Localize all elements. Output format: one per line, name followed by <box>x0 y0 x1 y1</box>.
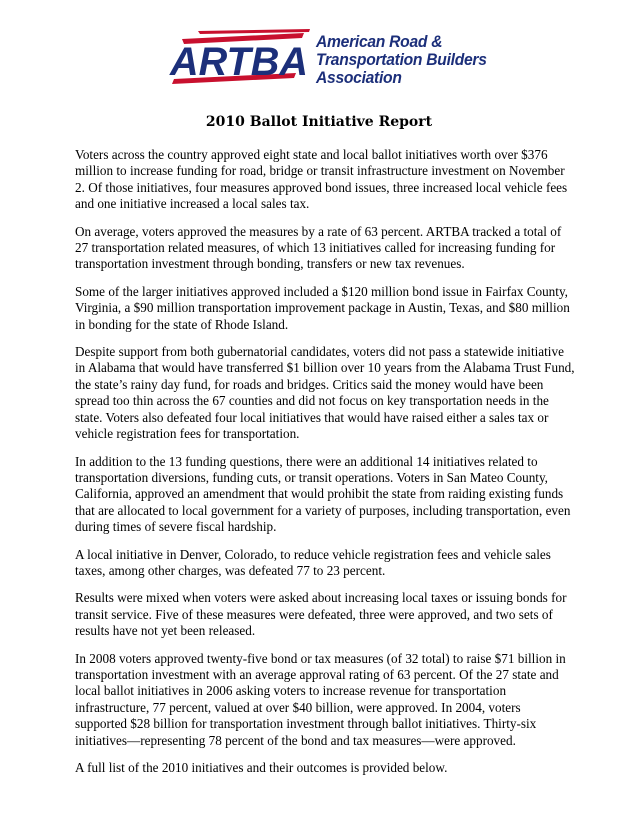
paragraph-larger-initiatives: Some of the larger initiatives approved included a $120 million bond issue in Fairfax County, Virginia, a $90 million transportation improvement package in Austin, Texas, and $80 million in bonding for the state of Rhode Island. <box>75 283 570 332</box>
paragraph-additional-initiatives: In addition to the 13 funding questions, there were an additional 14 initiatives related to transportation diversions, funding cuts, or transit operations. Voters in San Mateo County, California, approved an amendment that would prohibit the state from raiding existing funds that are allocated to local government for a variety of purposes, including transportation, even during times of severe fiscal hardship. <box>75 453 571 535</box>
paragraph-full-list: A full list of the 2010 initiatives and their outcomes is provided below. <box>75 760 448 775</box>
paragraph-approved-initiatives: Voters across the country approved eight state and local ballot initiatives worth over $376 million to increase funding for road, bridge or transit infrastructure investment on November 2. Of those initiatives, four measures approved bond issues, three increased local vehicle fees and one initiative increased a local sales tax. <box>75 147 568 212</box>
artba-logo <box>164 29 487 93</box>
paragraph-average-approval: On average, voters approved the measures by a rate of 63 percent. ARTBA tracked a total of 27 transportation related measures, of which 13 initiatives called for increasing funding for transportation investment through bonding, transfers or new tax revenues. <box>75 223 562 272</box>
paragraph-transit-results: Results were mixed when voters were asked about increasing local taxes or issuing bonds for transit service. Five of these measures were defeated, three were approved, and two sets of results have not yet been released. <box>75 590 567 639</box>
association-name-line-1: American Road & <box>316 32 443 51</box>
report-title: 2010 Ballot Initiative Report <box>205 114 433 130</box>
report-body <box>75 147 575 787</box>
paragraph-alabama: Despite support from both gubernatorial candidates, voters did not pass a statewide initiative in Alabama that would have transferred $1 billion over 10 years from the Alabama Trust Fund, the state’s rainy day fund, for roads and bridges. Critics said the money would have been spread too thin across the 67 counties and did not focus on key transportation needs in the state. Voters also defeated four local initiatives that would have raised either a sales tax or vehicle registration fees for transportation. <box>75 344 575 442</box>
paragraph-history: In 2008 voters approved twenty-five bond or tax measures (of 32 total) to raise $71 billion in transportation investment with an average approval rating of 63 percent. Of the 27 state and local ballot initiatives in 2006 asking voters to increase revenue for transportation infrastructure, 77 percent, valued at over $40 billion, were approved. In 2004, voters supported $28 billion for transportation investment through ballot initiatives. Thirty-six initiatives—representing 78 percent of the bond and tax measures—were approved. <box>75 650 566 748</box>
association-name-line-3: Association <box>316 68 402 87</box>
association-name <box>316 32 487 87</box>
artba-logo-text: ARTBA <box>169 40 308 84</box>
association-name-line-2: Transportation Builders <box>316 50 487 69</box>
paragraph-denver: A local initiative in Denver, Colorado, to reduce vehicle registration fees and vehicle sales taxes, among other charges, was defeated 77 to 23 percent. <box>75 546 551 578</box>
artba-logo-mark <box>164 29 314 93</box>
